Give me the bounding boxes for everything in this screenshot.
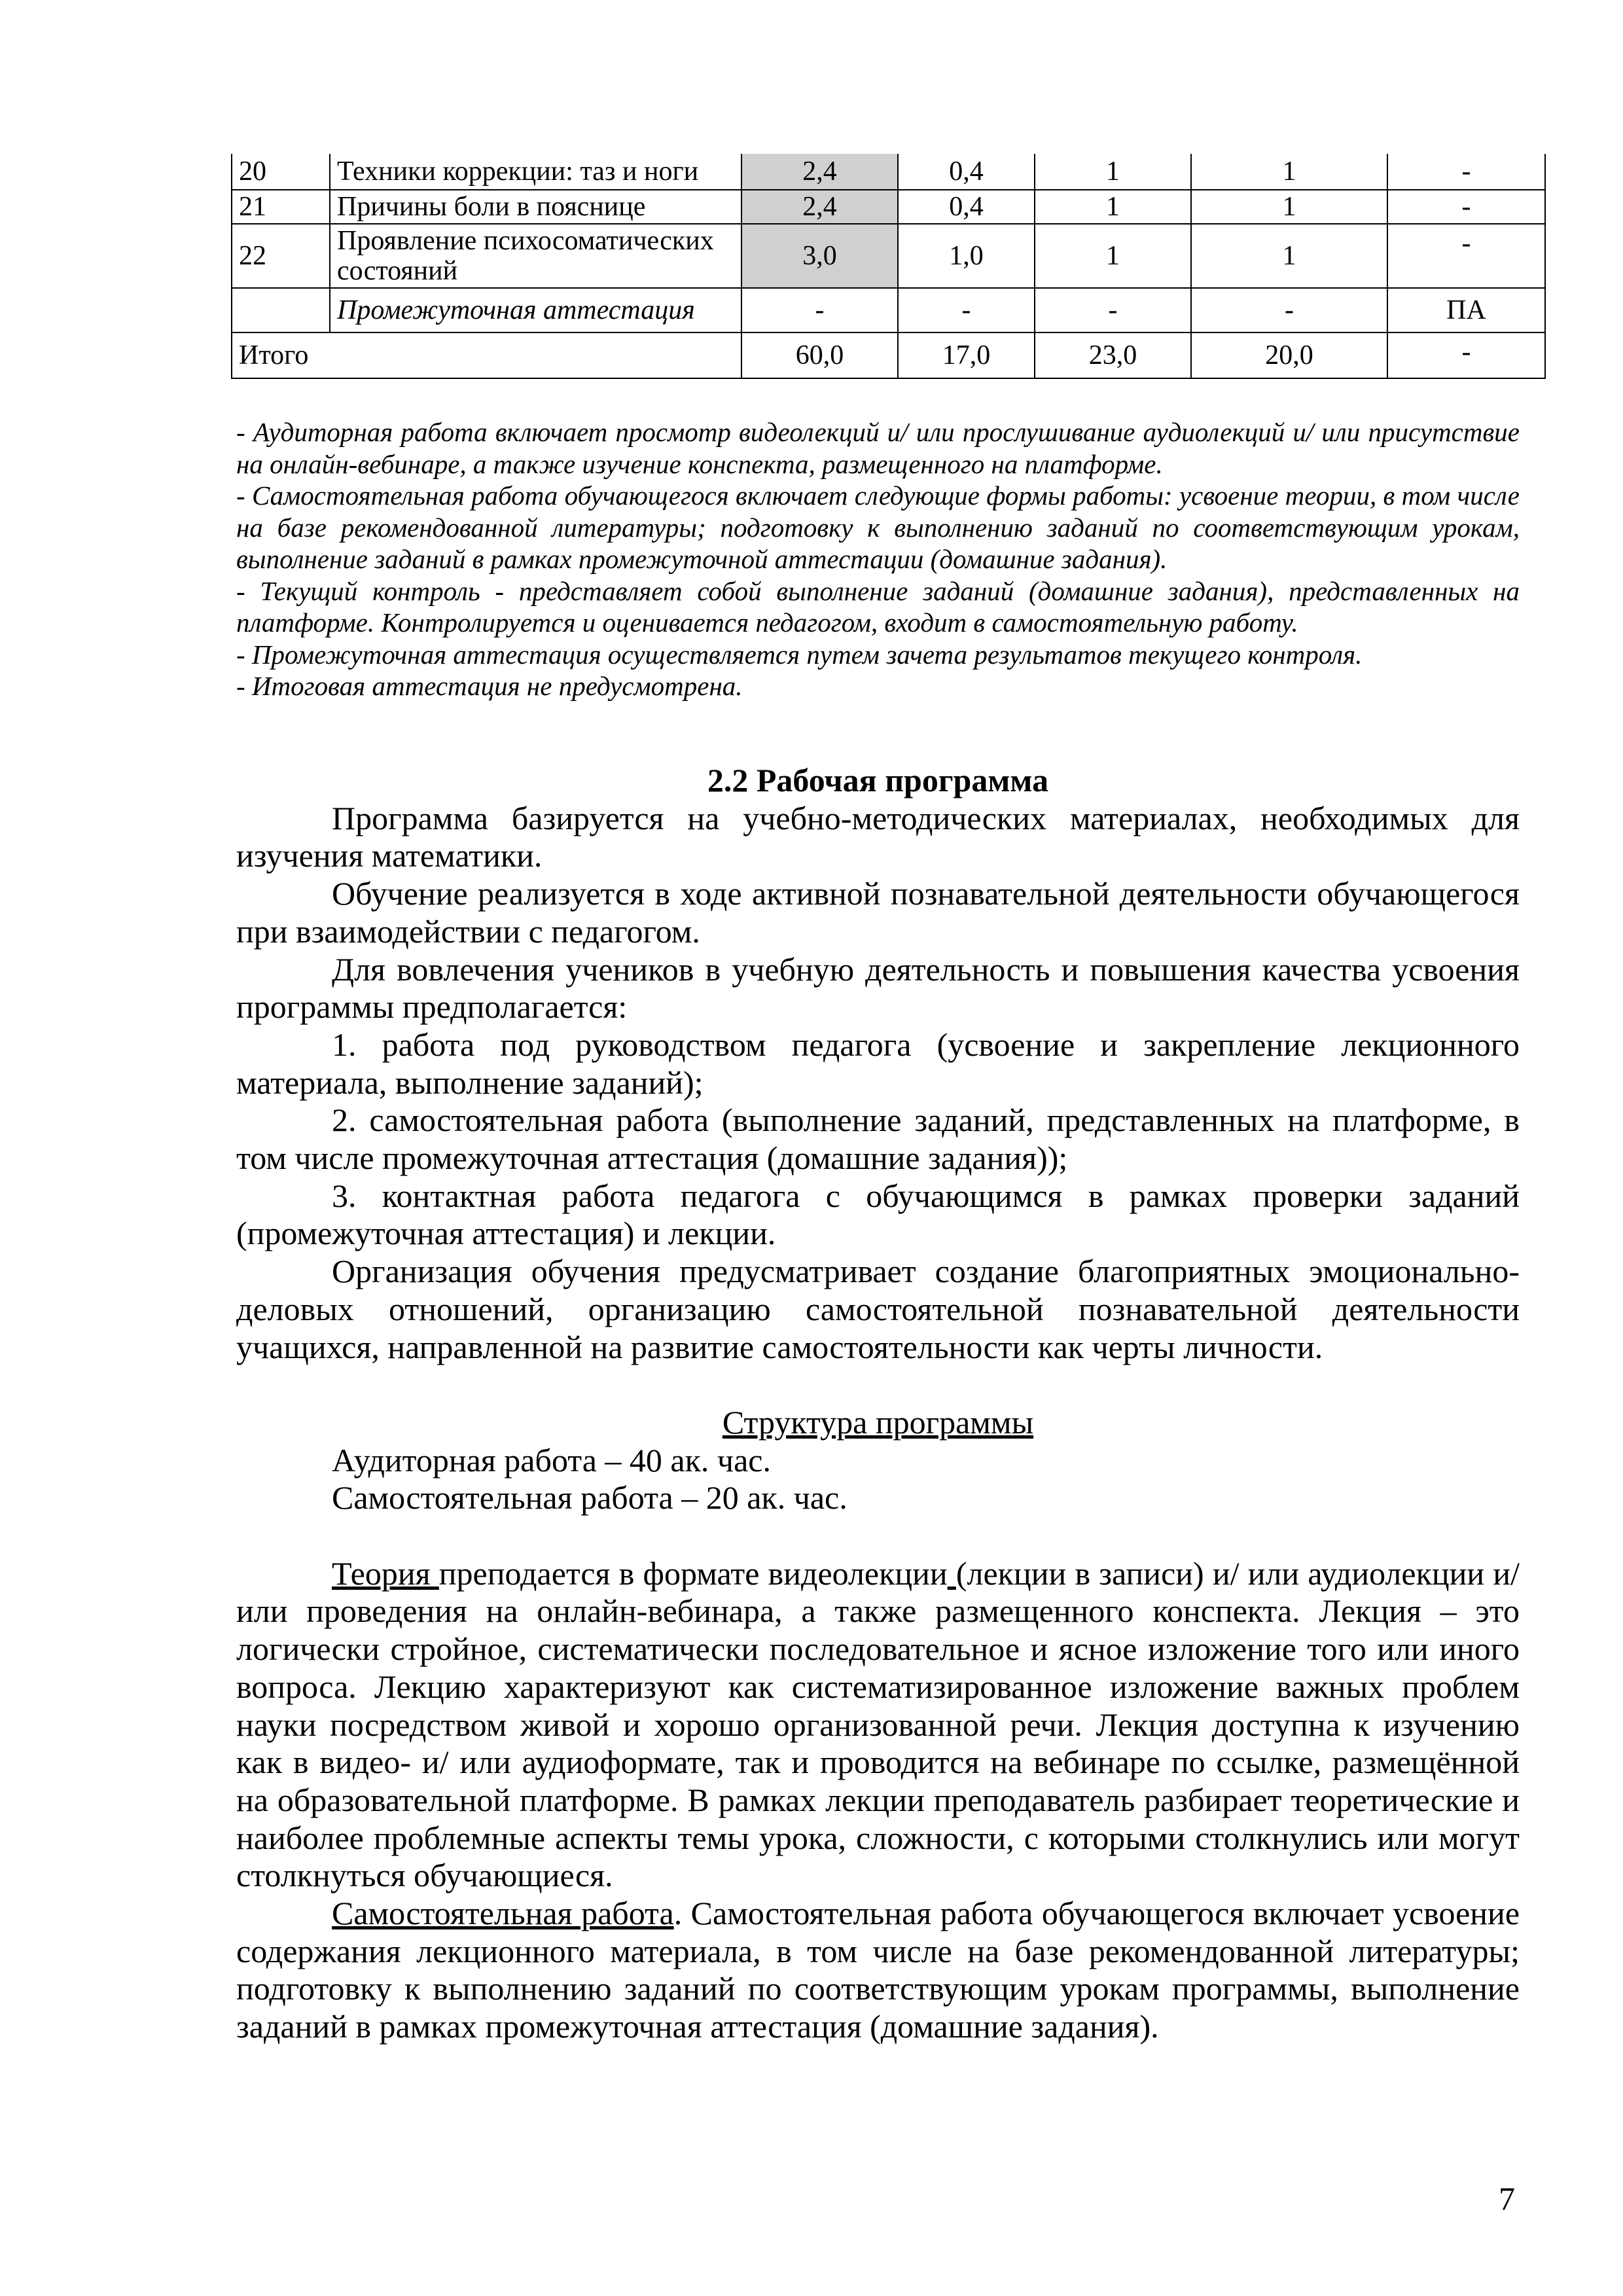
note: - Текущий контроль - представляет собой выполнение заданий (домашние задания), представленных на платформе. Контролируется и оценивается педагогом, входит в самостоятельную работу. xyxy=(236,575,1520,637)
row-value: - xyxy=(1387,154,1545,190)
section-body xyxy=(236,762,1520,2046)
table-row xyxy=(232,224,1545,288)
row-title: Промежуточная аттестация xyxy=(330,288,741,332)
row-value: - xyxy=(741,288,898,332)
row-number: 20 xyxy=(232,154,330,190)
row-number: 21 xyxy=(232,190,330,224)
row-total: 2,4 xyxy=(741,190,898,224)
row-value: 1,0 xyxy=(898,224,1035,288)
summary-value: 17,0 xyxy=(898,332,1035,378)
row-value: 1 xyxy=(1035,224,1191,288)
attestation-row xyxy=(232,288,1545,332)
selfwork-text: . Самостоятельная работа обучающегося включает усвоение содержания лекционного материала, в том числе на базе рекомендованной литературы; подготовку к выполнению заданий по соответствующим урокам программы, выполнение заданий в рамках промежуточная аттестация (домашние задания). xyxy=(236,1895,1520,2045)
structure-item: Аудиторная работа – 40 ак. час. xyxy=(332,1441,771,1479)
row-value: 1 xyxy=(1035,190,1191,224)
paragraph: Организация обучения предусматривает создание благоприятных эмоционально-деловых отношений, организацию самостоятельной познавательной деятельности учащихся, направленной на развитие самостоятельности как черты личности. xyxy=(236,1253,1520,1365)
table-row xyxy=(232,190,1545,224)
note: - Самостоятельная работа обучающегося включает следующие формы работы: усвоение теории, в том числе на базе рекомендованной литературы; подготовку к выполнению заданий по соответствующим урокам, выполнение заданий в рамках промежуточной аттестации (домашние задания). xyxy=(236,480,1520,574)
row-value: 1 xyxy=(1191,190,1387,224)
row-value: - xyxy=(1035,288,1191,332)
selfwork-term: Самостоятельная работа xyxy=(332,1895,674,1932)
row-title: Проявление психосоматических состояний xyxy=(330,224,741,288)
row-value: - xyxy=(1387,190,1545,224)
note: - Итоговая аттестация не предусмотрена. xyxy=(236,671,743,701)
row-number: 22 xyxy=(232,224,330,288)
spacer xyxy=(236,1366,1520,1404)
summary-label: Итого xyxy=(232,332,741,378)
paragraph: Для вовлечения учеников в учебную деятельность и повышения качества усвоения программы предполагается: xyxy=(236,950,1520,1026)
structure-heading: Структура программы xyxy=(722,1403,1034,1441)
row-value: 1 xyxy=(1035,154,1191,190)
row-value: ПА xyxy=(1387,288,1545,332)
note: - Промежуточная аттестация осуществляется путем зачета результатов текущего контроля. xyxy=(236,639,1363,670)
row-value: - xyxy=(1387,224,1545,288)
row-value: 1 xyxy=(1191,154,1387,190)
table-notes xyxy=(236,416,1520,702)
row-total: 3,0 xyxy=(741,224,898,288)
list-item: 3. контактная работа педагога с обучающимся в рамках проверки заданий (промежуточная аттестация) и лекции. xyxy=(236,1177,1520,1252)
row-value: 0,4 xyxy=(898,190,1035,224)
theory-text: (лекции в записи) и/ или аудиолекции и/ или проведения на онлайн-вебинара, а также размещенного конспекта. Лекция – это логически стройное, систематически последовательное и ясное изложение того или иного вопроса. Лекцию характеризуют как систематизированное изложение важных проблем науки посредством живой и хорошо организованной речи. Лекция доступна к изучению как в видео- и/ или аудиоформате, так и проводится на вебинаре по ссылке, размещённой на образовательной платформе. В рамках лекции преподаватель разбирает теоретические и наиболее проблемные аспекты темы урока, сложности, с которыми столкнулись или могут столкнуться обучающиеся. xyxy=(236,1554,1520,1894)
row-title: Причины боли в пояснице xyxy=(330,190,741,224)
paragraph: Обучение реализуется в ходе активной познавательной деятельности обучающегося при взаимодействии с педагогом. xyxy=(236,875,1520,950)
paragraph: Программа базируется на учебно-методических материалах, необходимых для изучения математики. xyxy=(236,799,1520,874)
row-value: 0,4 xyxy=(898,154,1035,190)
summary-value: 60,0 xyxy=(741,332,898,378)
theory-paragraph xyxy=(236,1555,1520,1895)
summary-value: 20,0 xyxy=(1191,332,1387,378)
row-value: 1 xyxy=(1191,224,1387,288)
summary-row xyxy=(232,332,1545,378)
list-item: 1. работа под руководством педагога (усвоение и закрепление лекционного материала, выполнение заданий); xyxy=(236,1026,1520,1101)
theory-term: Теория xyxy=(332,1554,439,1592)
summary-value: 23,0 xyxy=(1035,332,1191,378)
row-value: - xyxy=(898,288,1035,332)
hours-table xyxy=(231,154,1546,379)
row-title: Техники коррекции: таз и ноги xyxy=(330,154,741,190)
summary-value: - xyxy=(1387,332,1545,378)
page-number: 7 xyxy=(1499,2180,1515,2217)
structure-item: Самостоятельная работа – 20 ак. час. xyxy=(332,1479,847,1516)
row-value: - xyxy=(1191,288,1387,332)
row-total: 2,4 xyxy=(741,154,898,190)
note: - Аудиторная работа включает просмотр видеолекций и/ или прослушивание аудиолекций и/ или присутствие на онлайн-вебинаре, а также изучение конспекта, размещенного на платформе. xyxy=(236,417,1520,479)
table-row xyxy=(232,154,1545,190)
empty-cell xyxy=(232,288,330,332)
list-item: 2. самостоятельная работа (выполнение заданий, представленных на платформе, в том числе промежуточная аттестация (домашние задания)); xyxy=(236,1102,1520,1177)
selfwork-paragraph xyxy=(236,1895,1520,2046)
spacer xyxy=(236,1517,1520,1555)
section-heading: 2.2 Рабочая программа xyxy=(707,762,1049,798)
underlined-space xyxy=(948,1555,956,1592)
theory-text: преподается в формате видеолекции xyxy=(438,1554,948,1592)
